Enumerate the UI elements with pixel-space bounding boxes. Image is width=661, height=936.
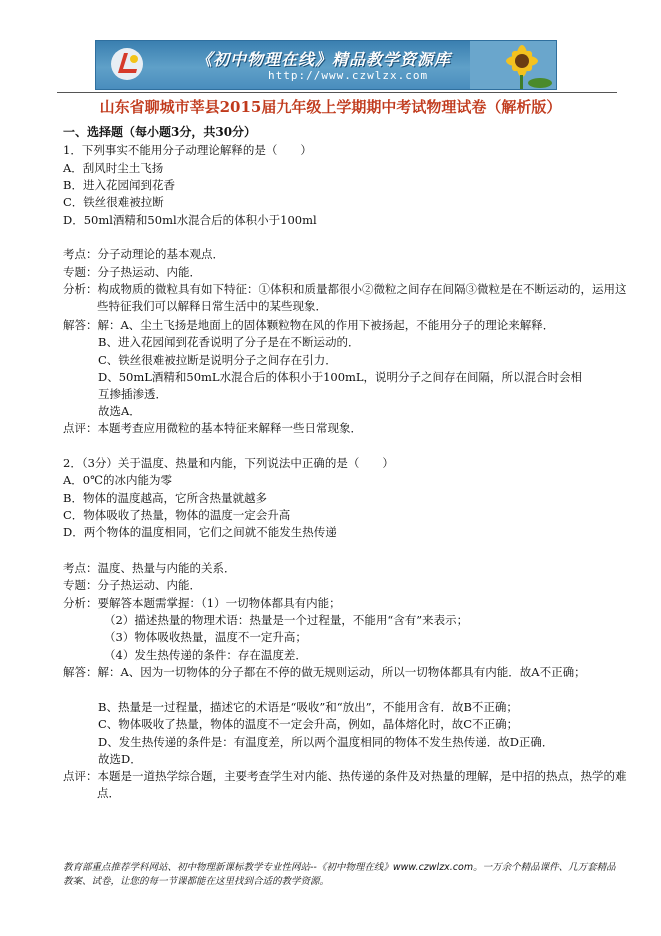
q1-jieda-c: C、铁丝很难被拉断是说明分子之间存在引力．	[98, 353, 337, 367]
banner-url: http://www.czwlzx.com	[268, 69, 429, 82]
q2-option-d: D．两个物体的温度相同，它们之间就不能发生热传递	[63, 525, 337, 539]
q1-option-c: C．铁丝很难被拉断	[63, 195, 164, 209]
q2-jieda-a: 解答：解：A、因为一切物体的分子都在不停的做无规则运动，所以一切物体都具有内能．故A不正确；	[63, 665, 586, 679]
q2-fenxi-2: （2）描述热量的物理术语：热量是一个过程量，不能用“含有”来表示；	[104, 613, 469, 627]
q1-kaodian: 考点：分子动理论的基本观点．	[63, 247, 224, 261]
q1-option-a: A．刮风时尘土飞扬	[63, 161, 164, 175]
q2-jieda-c: C、物体吸收了热量，物体的温度不一定会升高，例如，晶体熔化时，故C不正确；	[98, 717, 519, 731]
header-banner	[95, 40, 557, 90]
q2-jieda-d: D、发生热传递的条件是：有温度差，所以两个温度相同的物体不发生热传递．故D正确．	[98, 735, 554, 749]
q2-dianping: 点评：本题是一道热学综合题，主要考查学生对内能、热传递的条件及对热量的理解，是中招的热点，热学的难点．	[63, 769, 627, 800]
q2-option-c: C．物体吸收了热量，物体的温度一定会升高	[63, 508, 291, 522]
q1-option-d: D．50ml酒精和50ml水混合后的体积小于100ml	[63, 213, 317, 227]
q2-kaodian: 考点：温度、热量与内能的关系．	[63, 561, 236, 575]
document-title: 山东省聊城市莘县2015届九年级上学期期中考试物理试卷（解析版）	[99, 98, 562, 116]
q1-dianping: 点评：本题考查应用微粒的基本特征来解释一些日常现象．	[63, 421, 362, 435]
q2-jieda-b: B、热量是一过程量，描述它的术语是“吸收”和“放出”，不能用含有．故B不正确；	[98, 700, 518, 714]
q2-jieda-answer: 故选D．	[98, 752, 142, 766]
q1-jieda-a: 解答：解：A、尘土飞扬是地面上的固体颗粒物在风的作用下被扬起，不能用分子的理论来解释．	[63, 318, 555, 332]
q1-jieda-d: D、50mL酒精和50mL水混合后的体积小于100mL，说明分子之间存在间隔，所以混合时会相互掺插渗透．	[98, 370, 583, 401]
sunflower-icon	[470, 41, 556, 89]
question-2-stem: 2．（3分）关于温度、热量和内能，下列说法中正确的是（ ）	[63, 456, 394, 470]
q2-fenxi-4: （4）发生热传递的条件：存在温度差．	[104, 648, 307, 662]
q1-zhuanti: 专题：分子热运动、内能．	[63, 265, 201, 279]
header-divider	[57, 92, 617, 93]
q1-option-b: B．进入花园闻到花香	[63, 178, 175, 192]
q1-fenxi: 分析：构成物质的微粒具有如下特征：①体积和质量都很小②微粒之间存在间隔③微粒是在不断运动的，运用这些特征我们可以解释日常生活中的某些现象．	[63, 282, 627, 313]
question-1-stem: 1．下列事实不能用分子动理论解释的是（ ）	[63, 143, 312, 157]
banner-title: 《初中物理在线》精品教学资源库	[196, 50, 452, 69]
q2-option-b: B．物体的温度越高，它所含热量就越多	[63, 491, 267, 505]
site-logo-icon	[110, 47, 144, 81]
section-heading: 一、选择题（每小题3分，共30分）	[63, 125, 257, 139]
q2-zhuanti: 专题：分子热运动、内能．	[63, 578, 201, 592]
q1-jieda-answer: 故选A．	[98, 404, 141, 418]
q2-fenxi-1: 分析：要解答本题需掌握：（1）一切物体都具有内能；	[63, 596, 341, 610]
q2-option-a: A．0℃的冰内能为零	[63, 473, 172, 487]
q2-fenxi-3: （3）物体吸收热量，温度不一定升高；	[104, 630, 307, 644]
page-footer: 教育部重点推荐学科网站、初中物理新课标教学专业性网站--《初中物理在线》www.czwlzx.com。一万余个精品课件、几万套精品教案、试卷，让您的每一节课都能在这里找到合适的教学资源。	[63, 862, 616, 887]
q1-jieda-b: B、进入花园闻到花香说明了分子是在不断运动的．	[98, 335, 360, 349]
